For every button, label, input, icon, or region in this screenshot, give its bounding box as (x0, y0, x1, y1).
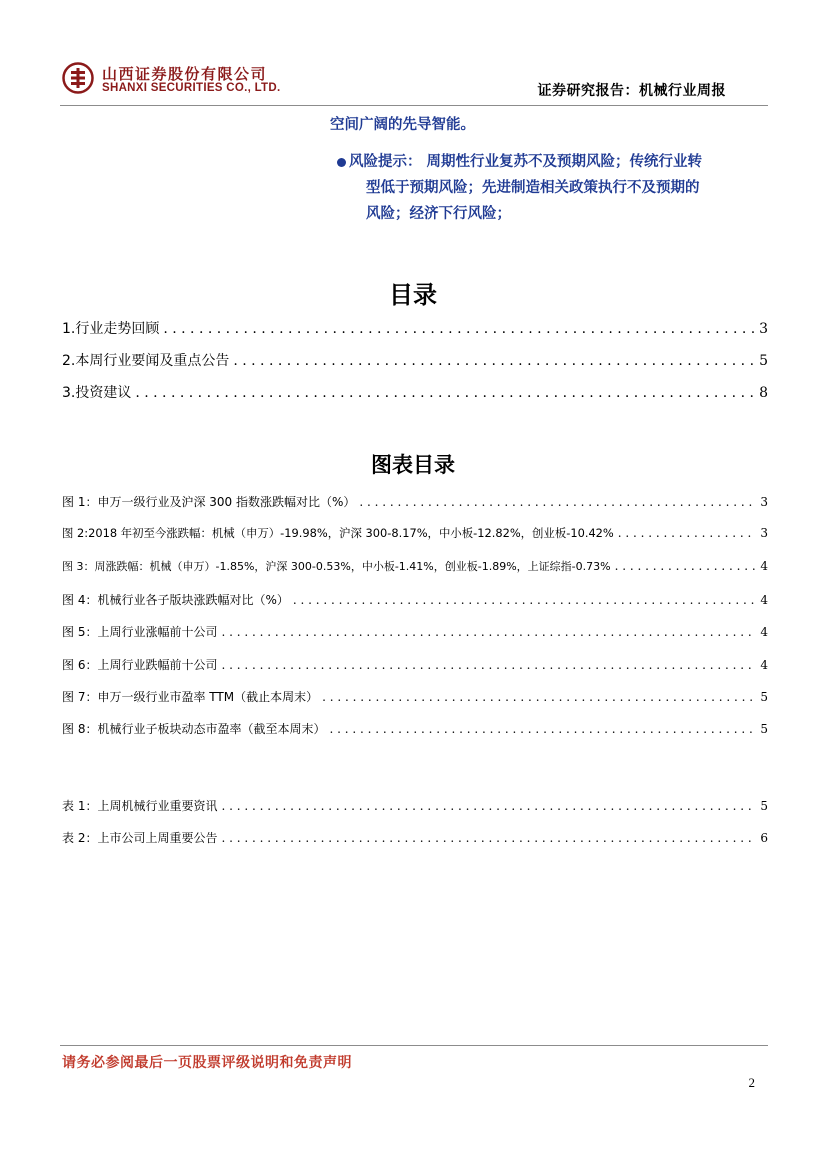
company-name-en: SHANXI SECURITIES CO., LTD. (102, 82, 281, 94)
figure-toc-page: 3 (760, 526, 768, 540)
table-toc-item[interactable] (62, 797, 768, 814)
toc-item-page: 5 (759, 353, 768, 369)
toc-item[interactable] (62, 318, 768, 338)
risk-line-1: 风险提示： 周期性行业复苏不及预期风险；传统行业转 (349, 154, 703, 170)
figure-toc-item[interactable] (62, 525, 768, 541)
figure-toc-label: 图 3：周涨跌幅：机械（申万）-1.85%，沪深 300-0.53%，中小板-1.41%，创业板-1.89%，上证综指-0.73% (62, 560, 611, 573)
toc-leader (221, 799, 756, 813)
figure-toc-label: 图 6：上周行业跌幅前十公司 (62, 658, 218, 672)
figure-toc-label: 图 5：上周行业涨幅前十公司 (62, 625, 218, 639)
toc-leader (615, 559, 757, 573)
table-toc-page: 5 (760, 799, 768, 813)
figure-toc-item[interactable] (62, 656, 768, 673)
summary-continuation: 空间广阔的先导智能。 (330, 117, 475, 133)
figure-toc-label: 图 8：机械行业子板块动态市盈率（截至本周末） (62, 722, 326, 736)
toc-leader (329, 722, 756, 736)
figure-toc-label: 图 4：机械行业各子版块涨跌幅对比（%） (62, 593, 289, 607)
figure-toc-page: 5 (760, 690, 768, 704)
figure-toc-item[interactable] (62, 720, 768, 737)
figures-toc-title: 图表目录 (371, 453, 455, 477)
toc-leader (163, 321, 755, 337)
header-divider (60, 105, 768, 106)
toc-leader (221, 831, 756, 845)
table-toc-item[interactable] (62, 829, 768, 846)
bullet-icon (337, 158, 346, 167)
toc-item-label: 3.投资建议 (62, 385, 132, 401)
figure-toc-page: 4 (760, 593, 768, 607)
risk-line-2: 型低于预期风险；先进制造相关政策执行不及预期的 (366, 180, 700, 196)
figure-toc-item[interactable] (62, 623, 768, 640)
toc-item[interactable] (62, 382, 768, 402)
figure-toc-item[interactable] (62, 591, 768, 608)
figure-toc-label: 图 7：申万一级行业市盈率 TTM（截止本周末） (62, 690, 319, 704)
figure-toc-label: 图 2:2018 年初至今涨跌幅：机械（申万）-19.98%，沪深 300-8.17%，中小板-12.82%，创业板-10.42% (62, 526, 614, 540)
page-number: 2 (748, 1075, 755, 1090)
figure-toc-item[interactable] (62, 493, 768, 510)
toc-leader (359, 495, 756, 509)
company-name-cn: 山西证券股份有限公司 (102, 65, 268, 83)
toc-title: 目录 (389, 281, 437, 309)
report-type: 证券研究报告：机械行业周报 (537, 83, 726, 99)
toc-leader (322, 690, 756, 704)
table-toc-label: 表 2：上市公司上周重要公告 (62, 831, 218, 845)
toc-item-label: 1.行业走势回顾 (62, 321, 160, 337)
risk-line-3: 风险；经济下行风险； (366, 206, 511, 222)
toc-item-page: 3 (759, 321, 768, 337)
figure-toc-page: 4 (760, 559, 768, 573)
toc-item-label: 2.本周行业要闻及重点公告 (62, 353, 230, 369)
figure-toc-page: 4 (760, 625, 768, 639)
figure-toc-label: 图 1：申万一级行业及沪深 300 指数涨跌幅对比（%） (62, 495, 356, 509)
toc-leader (233, 353, 755, 369)
toc-leader (221, 625, 756, 639)
footer-divider (60, 1045, 768, 1046)
toc-item[interactable] (62, 350, 768, 370)
toc-leader (293, 593, 757, 607)
toc-item-page: 8 (759, 385, 768, 401)
figure-toc-item[interactable] (62, 558, 768, 574)
disclaimer-text: 请务必参阅最后一页股票评级说明和免责声明 (62, 1055, 352, 1071)
toc-leader (221, 658, 756, 672)
table-toc-page: 6 (760, 831, 768, 845)
figure-toc-page: 5 (760, 722, 768, 736)
toc-leader (135, 385, 755, 401)
company-logo-icon (62, 62, 94, 94)
figure-toc-item[interactable] (62, 688, 768, 705)
figure-toc-page: 4 (760, 658, 768, 672)
table-toc-label: 表 1：上周机械行业重要资讯 (62, 799, 218, 813)
figure-toc-page: 3 (760, 495, 768, 509)
toc-leader (618, 526, 757, 540)
